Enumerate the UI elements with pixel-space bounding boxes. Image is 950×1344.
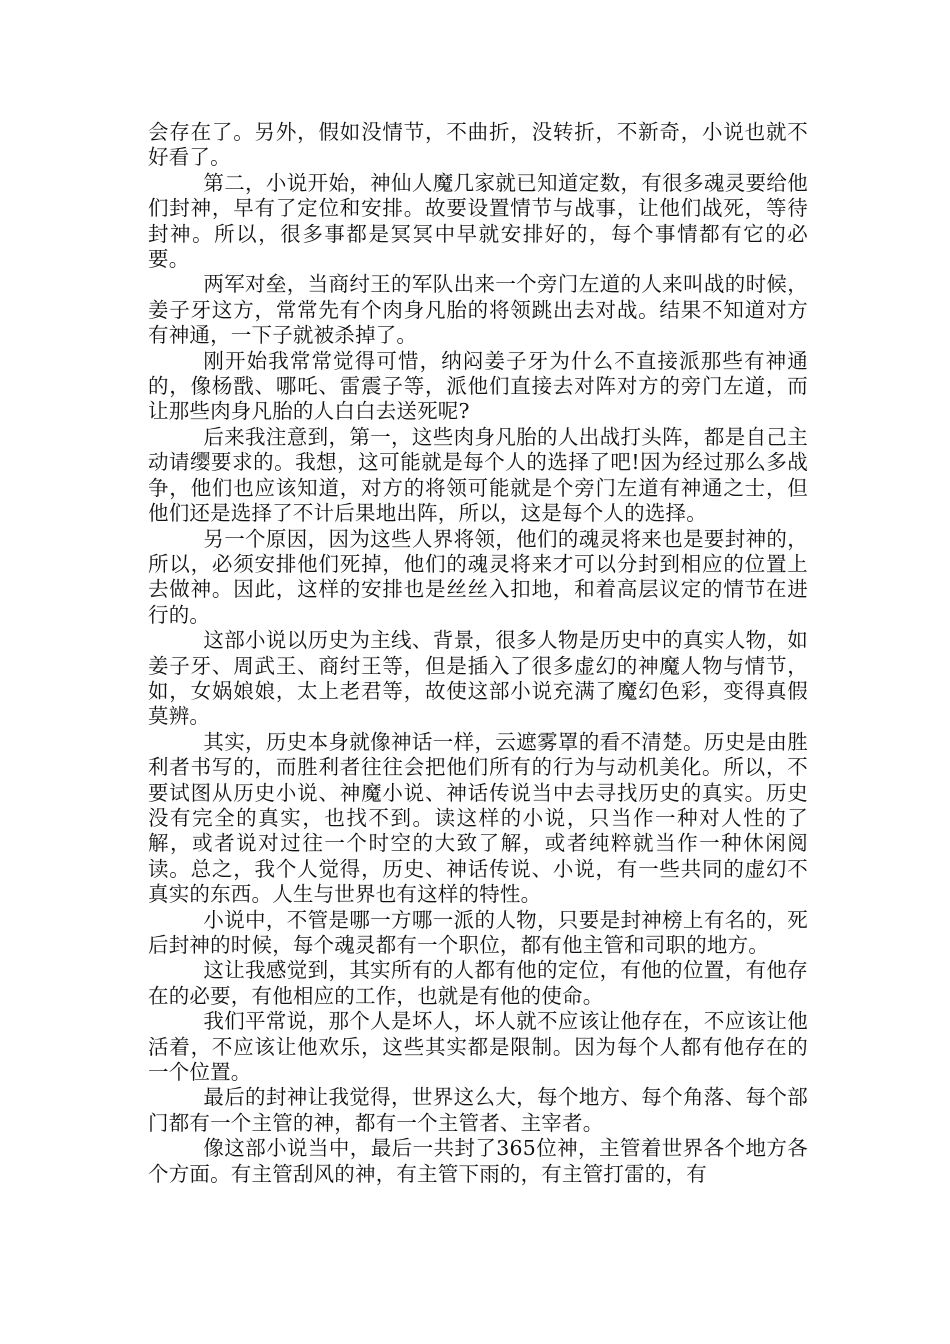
paragraph-4: 刚开始我常常觉得可惜，纳闷姜子牙为什么不直接派那些有神通的，像杨戬、哪吒、雷震子等，派他们直接去对阵对方的旁门左道，而让那些肉身凡胎的人白白去送死呢? [148,348,808,424]
paragraph-1: 会存在了。另外，假如没情节，不曲折，没转折，不新奇，小说也就不好看了。 [148,120,808,170]
paragraph-12: 最后的封神让我觉得，世界这么大，每个地方、每个角落、每个部门都有一个主管的神，都有一个主管者、主宰者。 [148,1085,808,1135]
paragraph-7: 这部小说以历史为主线、背景，很多人物是历史中的真实人物，如姜子牙、周武王、商纣王等，但是插入了很多虚幻的神魔人物与情节，如，女娲娘娘，太上老君等，故使这部小说充满了魔幻色彩，变得真假莫辨。 [148,628,808,729]
document-body [148,120,808,1187]
paragraph-5: 后来我注意到，第一，这些肉身凡胎的人出战打头阵，都是自己主动请缨要求的。我想，这可能就是每个人的选择了吧!因为经过那么多战争，他们也应该知道，对方的将领可能就是个旁门左道有神通之士，但他们还是选择了不计后果地出阵，所以，这是每个人的选择。 [148,424,808,526]
paragraph-3: 两军对垒，当商纣王的军队出来一个旁门左道的人来叫战的时候，姜子牙这方，常常先有个肉身凡胎的将领跳出去对战。结果不知道对方有神通，一下子就被杀掉了。 [148,272,808,348]
paragraph-10: 这让我感觉到，其实所有的人都有他的定位，有他的位置，有他存在的必要，有他相应的工作，也就是有他的使命。 [148,958,808,1008]
paragraph-9: 小说中，不管是哪一方哪一派的人物，只要是封神榜上有名的，死后封神的时候，每个魂灵都有一个职位，都有他主管和司职的地方。 [148,907,808,957]
paragraph-8: 其实，历史本身就像神话一样，云遮雾罩的看不清楚。历史是由胜利者书写的，而胜利者往往会把他们所有的行为与动机美化。所以，不要试图从历史小说、神魔小说、神话传说当中去寻找历史的真实。历史没有完全的真实，也找不到。读这样的小说，只当作一种对人性的了解，或者说对过往一个时空的大致了解，或者纯粹就当作一种休闲阅读。总之，我个人觉得，历史、神话传说、小说，有一些共同的虚幻不真实的东西。人生与世界也有这样的特性。 [148,729,808,907]
paragraph-6: 另一个原因，因为这些人界将领，他们的魂灵将来也是要封神的，所以，必须安排他们死掉，他们的魂灵将来才可以分封到相应的位置上去做神。因此，这样的安排也是丝丝入扣地，和着高层议定的情节在进行的。 [148,526,808,627]
paragraph-2: 第二，小说开始，神仙人魔几家就已知道定数，有很多魂灵要给他们封神，早有了定位和安排。故要设置情节与战事，让他们战死，等待封神。所以，很多事都是冥冥中早就安排好的，每个事情都有它的必要。 [148,170,808,272]
paragraph-13: 像这部小说当中，最后一共封了365位神，主管着世界各个地方各个方面。有主管刮风的神，有主管下雨的，有主管打雷的，有 [148,1136,808,1186]
paragraph-11: 我们平常说，那个人是坏人，坏人就不应该让他存在，不应该让他活着，不应该让他欢乐，这些其实都是限制。因为每个人都有他存在的一个位置。 [148,1009,808,1085]
